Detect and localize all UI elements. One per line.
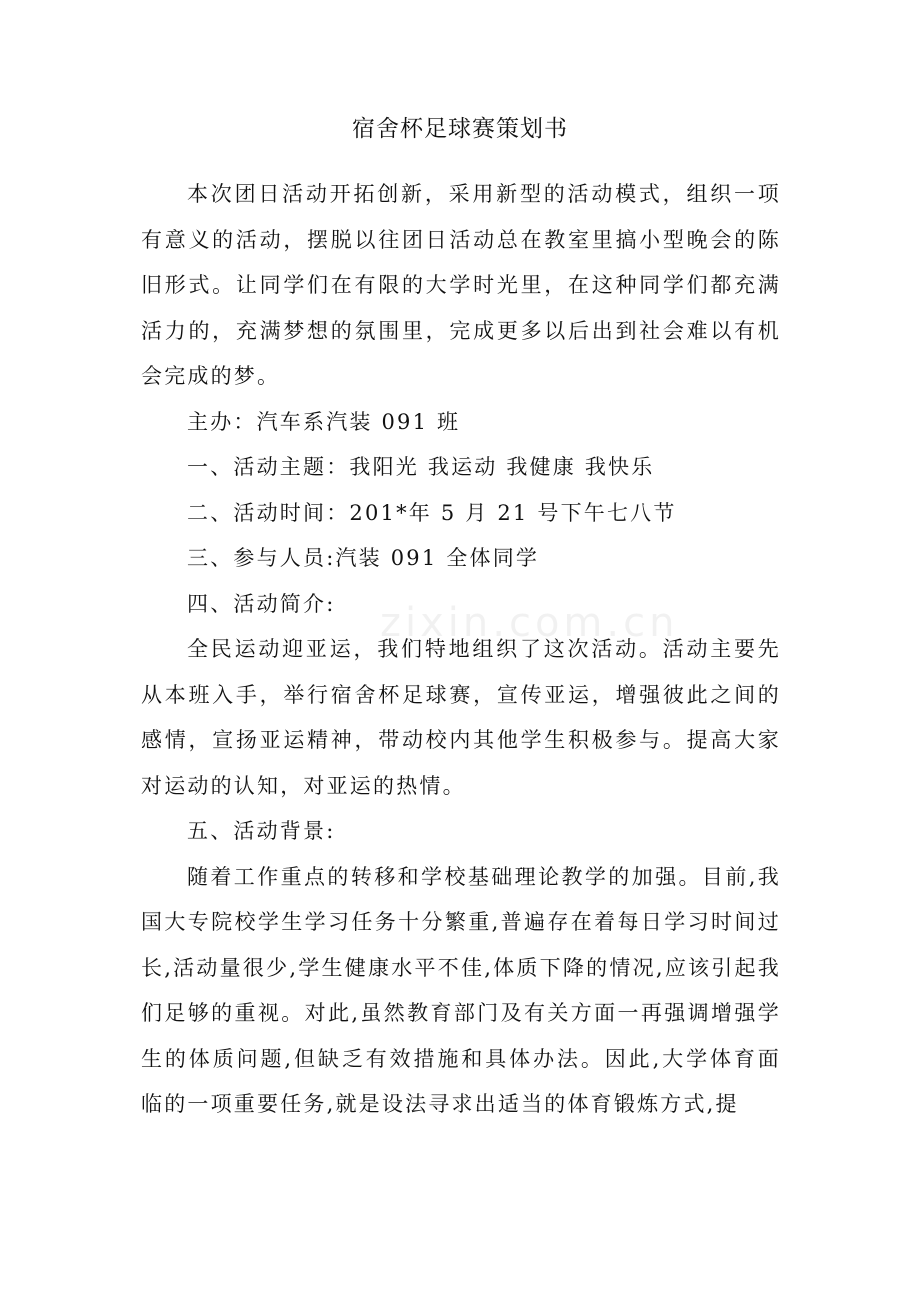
section-heading-introduction: 四、活动简介:	[187, 591, 336, 616]
paragraph-introduction: 全民运动迎亚运，我们特地组织了这次活动。活动主要先从本班入手，举行宿舍杯足球赛，宣传亚运，增强彼此之间的感情，宣扬亚运精神，带动校内其他学生积极参与。提高大家对运动的认知，对亚运的热情。	[141, 637, 781, 798]
watermark: zixin.com.cn	[380, 600, 679, 646]
section-heading-background: 五、活动背景:	[187, 819, 336, 843]
paragraph-organizer: 主办：汽车系汽装 091 班	[187, 409, 461, 434]
paragraph-background: 随着工作重点的转移和学校基础理论教学的加强。目前,我国大专院校学生学习任务十分繁重,普遍存在着每日学习时间过长,活动量很少,学生健康水平不佳,体质下降的情况,应该引起我们足够的重视。对此,虽然教育部门及有关方面一再强调增强学生的体质问题,但缺乏有效措施和具体办法。因此,大学体育面临的一项重要任务,就是设法寻求出适当的体育锻炼方式,提	[141, 864, 781, 1116]
document-body	[141, 172, 781, 1128]
paragraph-time: 二、活动时间：201*年 5 月 21 号下午七八节	[187, 500, 677, 525]
paragraph-theme: 一、活动主题：我阳光 我运动 我健康 我快乐	[187, 455, 655, 479]
paragraph-intro: 本次团日活动开拓创新，采用新型的活动模式，组织一项有意义的活动，摆脱以往团日活动总在教室里搞小型晚会的陈旧形式。让同学们在有限的大学时光里，在这种同学们都充满活力的，充满梦想的氛围里，完成更多以后出到社会难以有机会完成的梦。	[141, 182, 781, 388]
document-title: 宿舍杯足球赛策划书	[352, 116, 568, 142]
paragraph-participants: 三、参与人员:汽装 091 全体同学	[187, 546, 540, 570]
